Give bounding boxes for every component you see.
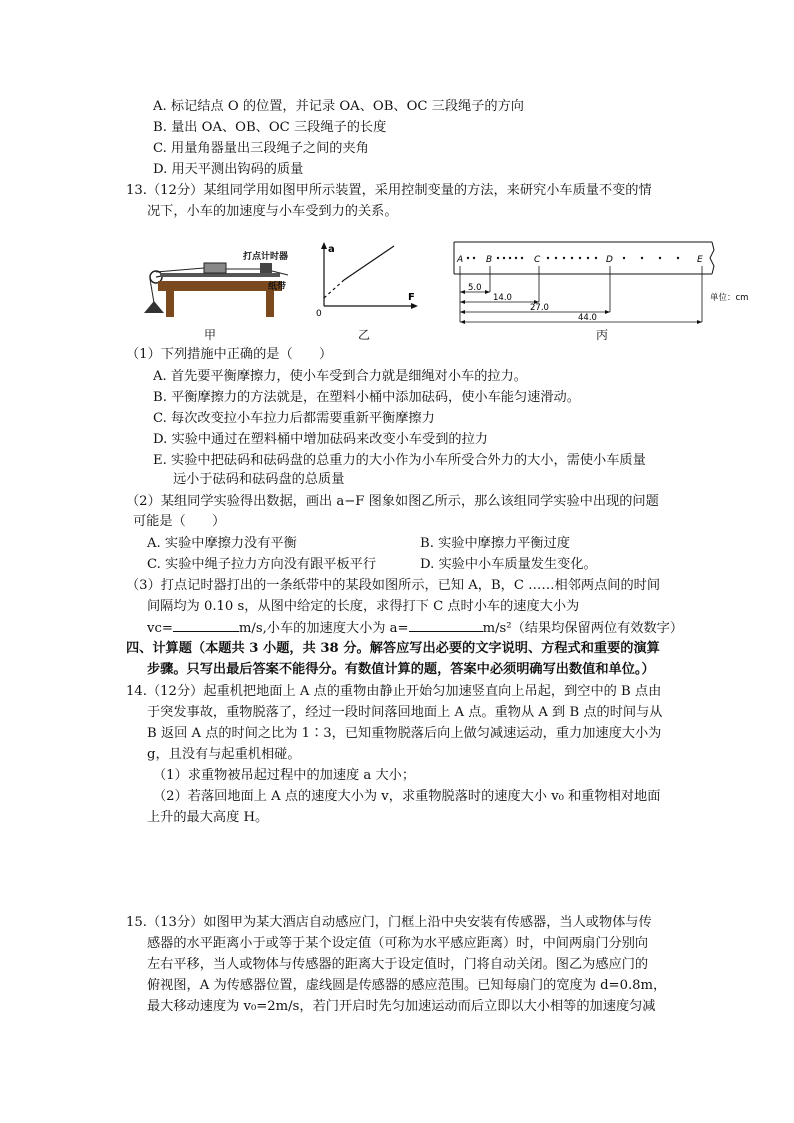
table-top — [158, 281, 282, 291]
figure-yi-graph — [310, 240, 420, 320]
q13-part1-option-e: E. 实验中把砝码和砝码盘的总重力的大小作为小车所受合外力的大小，需使小车质量 — [153, 453, 646, 468]
q14-sub-1: （1）求重物被吊起过程中的加速度 a 大小； — [153, 768, 416, 783]
section4-heading-2: 步骤。只写出最后答案不能得分。有数值计算的题，答案中必须明确写出数值和单位。） — [147, 662, 655, 677]
q14-line-1: 14.（12分）起重机把地面上 A 点的重物由静止开始匀加速竖直向上吊起，到空中的 B 点由 — [126, 684, 662, 699]
q13-stem-line-2: 况下，小车的加速度与小车受到力的关系。 — [147, 204, 398, 219]
q12-option-d: D. 用天平测出钩码的质量 — [153, 162, 304, 177]
distance-ac: 14.0 — [493, 293, 512, 303]
vc-label: vc= — [147, 621, 173, 636]
figure-yi-caption: 乙 — [358, 328, 371, 342]
bucket — [144, 301, 164, 313]
figure-jia-caption: 甲 — [204, 328, 217, 342]
q13-part3-line-3 — [147, 619, 683, 638]
q13-part1-option-c: C. 每次改变拉小车拉力后都需要重新平衡摩擦力 — [153, 411, 435, 426]
q13-part2-option-b: B. 实验中摩擦力平衡过度 — [420, 536, 570, 551]
q12-option-c: C. 用量角器量出三段绳子之间的夹角 — [153, 141, 369, 156]
origin-label: 0 — [316, 309, 322, 319]
point-e: E — [697, 255, 703, 265]
q13-part2-option-a: A. 实验中摩擦力没有平衡 — [147, 536, 297, 551]
q15-line-4: 俯视图，A 为传感器位置，虚线圆是传感器的感应范围。已知每扇门的宽度为 d=0.8m， — [147, 978, 667, 993]
q14-sub-2-cont: 上升的最大高度 H。 — [147, 810, 269, 825]
figure-bing-caption: 丙 — [596, 328, 609, 342]
q12-option-a: A. 标记结点 O 的位置，并记录 OA、OB、OC 三段绳子的方向 — [153, 99, 524, 114]
x-axis-label: F — [408, 292, 415, 303]
q13-part1-option-e-cont: 远小于砝码和砝码盘的总质量 — [173, 472, 345, 487]
a-unit: m/s²（结果均保留两位有效数字） — [482, 621, 684, 636]
point-a: A — [457, 255, 464, 265]
timer — [260, 263, 272, 273]
q13-part3-line-2: 间隔均为 0.10 s，从图中给定的长度，求得打下 C 点时小车的速度大小为 — [147, 599, 580, 614]
cart — [204, 263, 226, 273]
q14-line-2: 于突发事故，重物脱落了，经过一段时间落回地面上 A 点。重物从 A 到 B 点的时间与从 — [147, 705, 663, 720]
q13-part1-option-d: D. 实验中通过在塑料桶中增加砝码来改变小车受到的拉力 — [153, 432, 488, 447]
point-c: C — [534, 255, 541, 265]
distance-ab: 5.0 — [468, 283, 482, 293]
point-d: D — [606, 255, 613, 265]
q13-part1-prompt: （1）下列措施中正确的是（ ） — [126, 347, 333, 362]
distance-ad: 27.0 — [530, 303, 549, 313]
q15-line-3: 左右平移，当人或物体与传感器的距离大于设定值时，门将自动关闭。图乙为感应门的 — [147, 957, 649, 972]
q14-sub-2: （2）若落回地面上 A 点的速度大小为 v，求重物脱落时的速度大小 v₀ 和重物相对地面 — [153, 789, 661, 804]
q13-stem-line-1: 13.（12分）某组同学用如图甲所示装置，采用控制变量的方法，来研究小车质量不变的情 — [126, 183, 652, 198]
timer-label: 打点计时器 — [243, 252, 289, 262]
q13-part1-option-a: A. 首先要平衡摩擦力，使小车受到合力就是细绳对小车的拉力。 — [153, 369, 527, 384]
distance-ae: 44.0 — [578, 313, 597, 323]
section4-heading-1: 四、计算题（本题共 3 小题，共 38 分。解答应写出必要的文字说明、方程式和重要的演算 — [126, 641, 660, 656]
y-axis-label: a — [328, 244, 335, 255]
unit-label: 单位：cm — [710, 293, 749, 303]
q13-part2-option-c: C. 实验中绳子拉力方向没有跟平板平行 — [147, 557, 377, 572]
q13-part2-prompt-2: 可能是（ ） — [133, 514, 226, 529]
q15-line-1: 15.（13分）如图甲为某大酒店自动感应门，门框上沿中央安装有传感器，当人或物体与传 — [126, 915, 652, 930]
q13-part1-option-b: B. 平衡摩擦力的方法就是，在塑料小桶中添加砝码，使小车能匀速滑动。 — [153, 390, 580, 405]
graph-line — [344, 246, 394, 280]
figure-bing-tape — [448, 238, 764, 334]
vc-unit: m/s,小车的加速度大小为 a= — [238, 621, 409, 636]
point-b: B — [486, 255, 493, 265]
q15-line-5: 最大移动速度为 v₀=2m/s，若门开启时先匀加速运动而后立即以大小相等的加速度匀减 — [147, 999, 656, 1014]
vc-answer-blank[interactable] — [173, 619, 239, 632]
q13-part2-prompt-1: （2）某组同学实验得出数据，画出 a−F 图象如图乙所示，那么该组同学实验中出现的问题 — [126, 494, 659, 509]
graph-dashed-segment — [324, 280, 344, 298]
tape-label: 纸带 — [268, 282, 287, 292]
q15-line-2: 感器的水平距离小于或等于某个设定值（可称为水平感应距离）时，中间两扇门分别向 — [147, 936, 649, 951]
board — [160, 273, 280, 277]
q12-option-b: B. 量出 OA、OB、OC 三段绳子的长度 — [153, 120, 387, 135]
a-answer-blank[interactable] — [409, 619, 483, 632]
q13-part2-option-d: D. 实验中小车质量发生变化。 — [420, 557, 597, 572]
q13-part3-line-1: （3）打点记时器打出的一条纸带中的某段如图所示，已知 A，B，C ……相邻两点间的时间 — [126, 578, 661, 593]
q14-line-3: B 返回 A 点的时间之比为 1∶3，已知重物脱落后向上做匀减速运动，重力加速度大小为 — [147, 726, 662, 741]
q14-line-4: g，且没有与起重机相碰。 — [147, 747, 301, 762]
